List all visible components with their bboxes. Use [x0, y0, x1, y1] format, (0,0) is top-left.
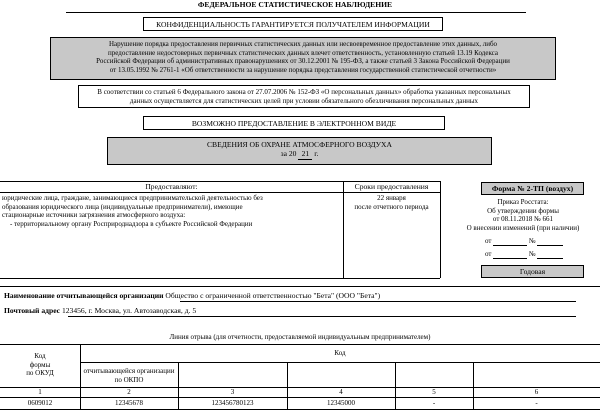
order-line-3: от 08.11.2018 № 661 — [492, 215, 554, 224]
okud-header — [0, 352, 80, 378]
order-line-4: О внесении изменений (при наличии) — [466, 223, 580, 232]
confidentiality-box — [143, 17, 443, 31]
amendment-num-1: № — [528, 237, 536, 245]
periodicity-box — [481, 265, 584, 278]
amendment-number-2-line — [537, 258, 563, 259]
organization-name-label: Наименование отчитывающейся организации — [4, 291, 164, 300]
violation-line-4: от 13.05.1992 № 2761-1 «Об ответственности за нарушение порядка представления государственной статистической отчетности» — [109, 65, 497, 74]
electronic-box — [143, 116, 445, 130]
confidentiality-text: КОНФИДЕНЦИАЛЬНОСТЬ ГАРАНТИРУЕТСЯ ПОЛУЧАТЕЛЕМ ИНФОРМАЦИИ — [156, 20, 430, 29]
violation-line-1: Нарушение порядка предоставления первичных статистических данных или несвоевременное предоставление этих данных, либо — [108, 40, 498, 48]
report-year — [108, 149, 491, 159]
violation-notice — [50, 37, 556, 80]
form-title: ФЕДЕРАЛЬНОЕ СТАТИСТИЧЕСКОЕ НАБЛЮДЕНИЕ — [197, 0, 393, 9]
col-number-5: 5 — [432, 388, 436, 396]
organization-name-row — [4, 291, 600, 300]
address-row — [4, 306, 600, 315]
order-line-1: Приказ Росстата: — [497, 198, 549, 206]
amendment-date-1-line — [493, 245, 527, 246]
okpo-header — [80, 367, 178, 384]
okpo-header-line-1: отчитывающейся организации — [83, 367, 175, 375]
year-value: 21 — [298, 149, 312, 159]
amendment-row-1 — [485, 237, 600, 246]
law-line-2: данных осуществляется для статистических целей при условии обязательного обезличивания персональных данных — [129, 96, 479, 105]
amendment-date-2-line — [493, 258, 527, 259]
okpo-header-line-2: по ОКПО — [114, 375, 144, 384]
violation-line-2: предоставление недостоверных первичных статистических данных влечет ответственность, установленную статьей 13.19 Кодекса — [108, 48, 498, 57]
address-value: 123456, г. Москва, ул. Автозаводская, д. 5 — [61, 306, 197, 315]
providers-line-1: юридические лица, граждане, занимающиеся предпринимательской деятельностью без — [2, 194, 263, 202]
address-label: Почтовый адрес — [4, 306, 61, 315]
code-value-5: - — [432, 399, 436, 407]
code-value-6: - — [535, 399, 538, 407]
deadline-header: Сроки предоставления — [354, 182, 429, 191]
providers-line-2: образования юридического лица (индивидуальные предприниматели), имеющие — [2, 202, 243, 211]
amendment-from-2: от — [485, 250, 492, 258]
order-block — [446, 198, 600, 232]
violation-line-3: Российской Федерации об административных правонарушениях от 30.12.2001 № 195-ФЗ, а также статьей 3 Закона Российской Федерации — [96, 57, 510, 66]
col-number-6: 6 — [534, 388, 539, 396]
law-line-1: В соответствии со статьей 6 Федерального закона от 27.07.2006 № 152-ФЗ «О персональных данных» обработка указанных персональных — [97, 88, 511, 96]
report-title-box — [107, 137, 492, 165]
electronic-text: ВОЗМОЖНО ПРЕДОСТАВЛЕНИЕ В ЭЛЕКТРОННОМ ВИДЕ — [191, 119, 397, 128]
year-prefix: за 20 — [280, 149, 297, 159]
code-header: Код — [334, 349, 346, 357]
okud-header-line-1: Код — [34, 352, 46, 360]
col-number-4: 4 — [339, 388, 343, 396]
report-title: СВЕДЕНИЯ ОБ ОХРАНЕ АТМОСФЕРНОГО ВОЗДУХА — [206, 140, 393, 149]
title-underline — [66, 12, 526, 13]
organization-name-value: Общество с ограниченной ответственностью "Бета" (ООО "Бета") — [165, 291, 381, 300]
okud-header-line-3: по ОКУД — [26, 369, 54, 378]
year-suffix: г. — [314, 149, 319, 159]
code-value-3: 123456780123 — [211, 399, 254, 407]
col-number-2: 2 — [127, 388, 131, 396]
okpo-value: 12345678 — [115, 399, 143, 407]
okud-header-line-2: формы — [29, 360, 51, 369]
form-name-box — [481, 182, 584, 195]
cut-line-text: Линия отрыва (для отчетности, предоставляемой индивидуальным предпринимателем) — [169, 333, 431, 341]
providers-header: Предоставляют: — [145, 182, 198, 191]
code-value-4: 12345000 — [327, 399, 355, 407]
okud-value: 0609012 — [27, 399, 53, 407]
deadline-line-1: 22 января — [377, 194, 406, 202]
deadline-line-2: после отчетного периода — [354, 202, 429, 211]
amendment-num-2: № — [528, 250, 536, 258]
providers-line-4: - территориальному органу Росприроднадзора в субъекте Российской Федерации — [10, 219, 253, 228]
amendment-from-1: от — [485, 237, 492, 245]
deadline-text — [343, 194, 440, 211]
col-number-1: 1 — [38, 388, 42, 396]
amendment-row-2 — [485, 250, 600, 259]
amendment-number-1-line — [537, 245, 563, 246]
col-number-3: 3 — [230, 388, 235, 396]
form-name: Форма № 2-ТП (воздух) — [491, 184, 574, 193]
providers-text — [2, 194, 342, 228]
periodicity: Годовая — [519, 267, 546, 276]
order-line-2: Об утверждении формы — [487, 206, 559, 215]
providers-line-3: стационарные источники загрязнения атмосферного воздуха: — [2, 211, 186, 220]
personal-data-notice — [78, 85, 530, 108]
